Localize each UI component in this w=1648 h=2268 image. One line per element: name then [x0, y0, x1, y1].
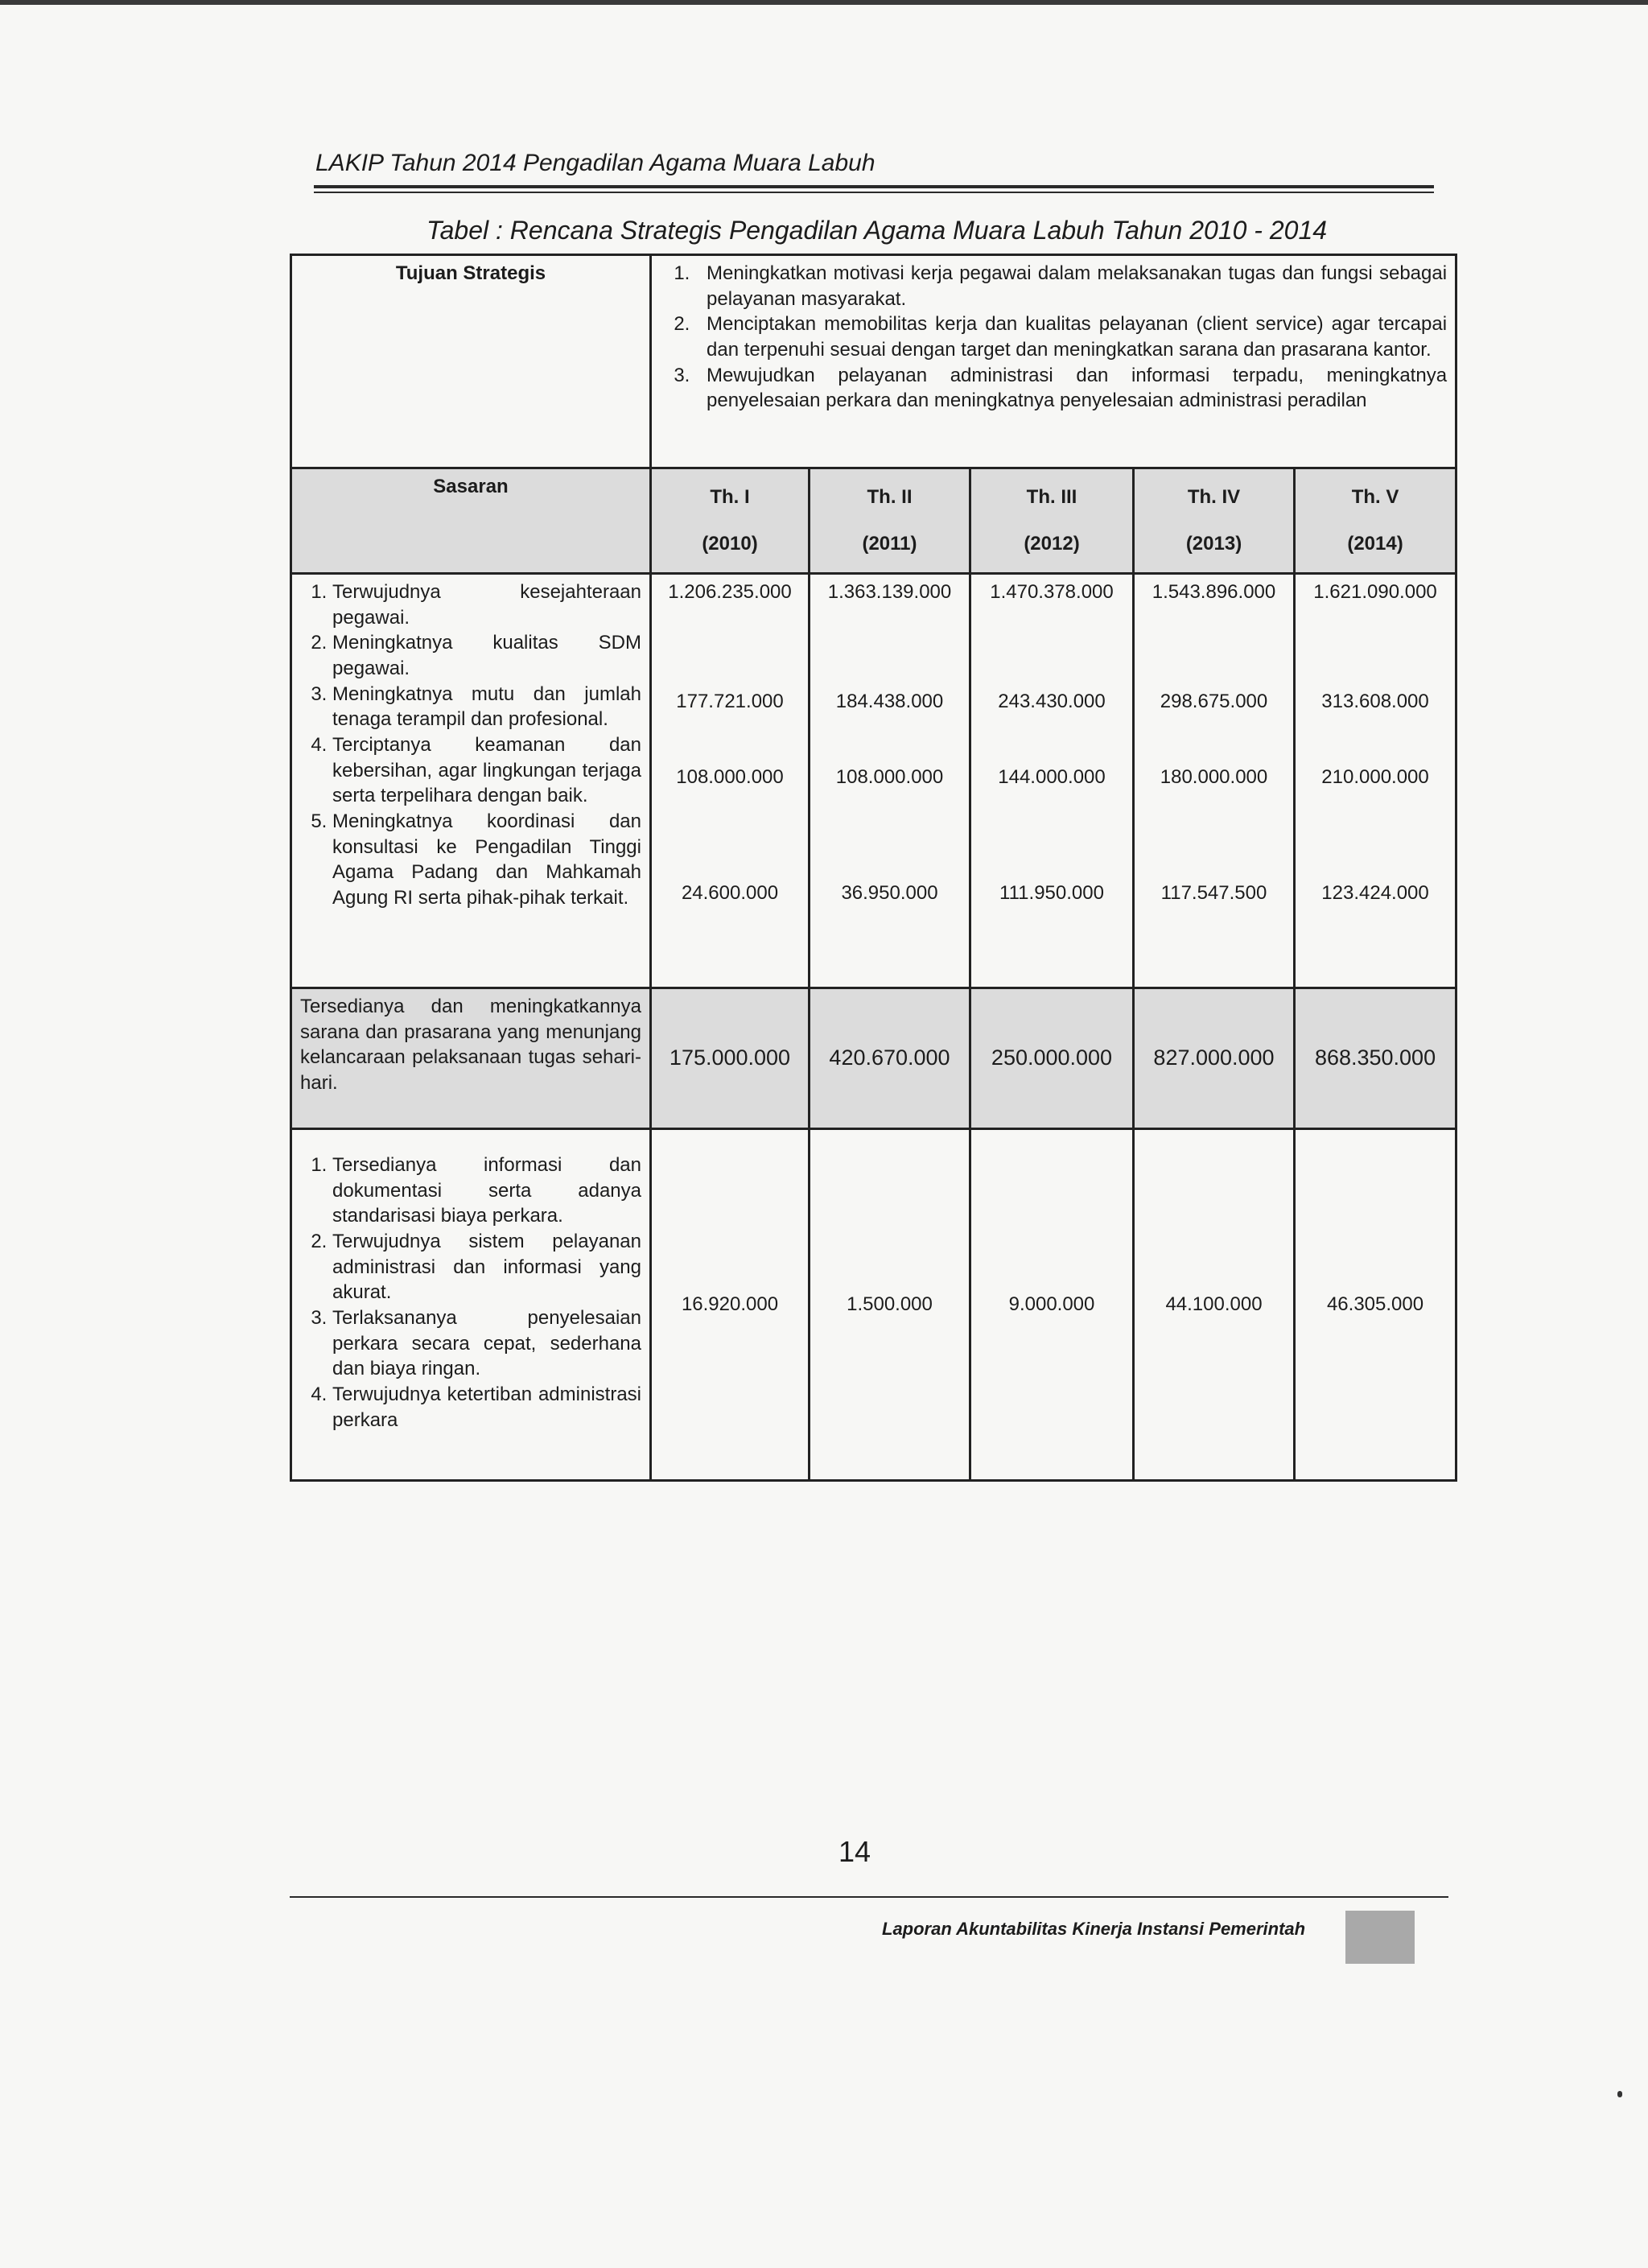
- renstra-table: [290, 254, 1457, 1482]
- cell-value: 108.000.000: [835, 766, 944, 788]
- group1-col-5: [1295, 574, 1456, 988]
- cell-value: 250.000.000: [970, 988, 1134, 1129]
- sasaran-item: 4. Terciptanya keamanan dan kebersihan, agar lingkungan terjaga serta terpelihara dengan baik.: [332, 732, 641, 809]
- tujuan-item: 3. Mewujudkan pelayanan administrasi dan informasi terpadu, meningkatnya penyelesaian perkara dan meningkatnya penyelesaian administrasi peradilan: [695, 363, 1447, 414]
- group1-col-4: [1134, 574, 1295, 988]
- cell-value: 243.430.000: [998, 691, 1106, 712]
- sasaran-item: 3. Terlaksananya penyelesaian perkara secara cepat, sederhana dan biaya ringan.: [332, 1305, 641, 1382]
- cell-value: 16.920.000: [651, 1129, 810, 1481]
- group1-list: [300, 579, 641, 911]
- cell-value: 144.000.000: [998, 766, 1106, 788]
- cell-value: 210.000.000: [1321, 766, 1429, 788]
- year-th: Th. II: [867, 486, 913, 508]
- cell-value: 117.547.500: [1160, 882, 1267, 904]
- year-th: Th. V: [1351, 486, 1399, 508]
- year-header-1: [651, 468, 810, 574]
- group1-row: [291, 574, 1456, 988]
- header-rule: [314, 185, 1434, 188]
- cell-value: 1.363.139.000: [827, 581, 952, 603]
- header-rule-thin: [314, 192, 1434, 193]
- tujuan-item: 1. Meningkatkan motivasi kerja pegawai dalam melaksanakan tugas dan fungsi sebagai pelayanan masyarakat.: [695, 261, 1447, 311]
- cell-value: 1.470.378.000: [990, 581, 1114, 603]
- cell-value: 44.100.000: [1134, 1129, 1295, 1481]
- year-value: (2014): [1347, 533, 1403, 555]
- year-value: (2012): [1024, 533, 1080, 555]
- cell-value: 298.675.000: [1160, 691, 1268, 712]
- tujuan-cell: [651, 255, 1456, 468]
- tujuan-label: Tujuan Strategis: [291, 255, 651, 468]
- year-header-3: [970, 468, 1134, 574]
- footer-tab-block: [1345, 1911, 1415, 1964]
- group3-row: [291, 1129, 1456, 1481]
- cell-value: 46.305.000: [1295, 1129, 1456, 1481]
- cell-value: 1.543.896.000: [1152, 581, 1276, 603]
- cell-value: 1.500.000: [810, 1129, 970, 1481]
- footer-rule: [290, 1896, 1448, 1898]
- cell-value: 180.000.000: [1160, 766, 1268, 788]
- cell-value: 1.206.235.000: [668, 581, 792, 603]
- page-number: 14: [838, 1835, 871, 1868]
- year-th: Th. I: [710, 486, 750, 508]
- sasaran-item: 2. Terwujudnya sistem pelayanan administrasi dan informasi yang akurat.: [332, 1229, 641, 1305]
- sasaran-item: 2. Meningkatnya kualitas SDM pegawai.: [332, 630, 641, 681]
- year-header-2: [810, 468, 970, 574]
- cell-value: 868.350.000: [1295, 988, 1456, 1129]
- year-value: (2013): [1185, 533, 1242, 555]
- cell-value: 184.438.000: [835, 691, 944, 712]
- sasaran-item: 4. Terwujudnya ketertiban administrasi perkara: [332, 1382, 641, 1433]
- footer-text: Laporan Akuntabilitas Kinerja Instansi Pemerintah: [882, 1919, 1306, 1939]
- group3-list: [300, 1153, 641, 1433]
- tujuan-item: 2. Menciptakan memobilitas kerja dan kualitas pelayanan (client service) agar tercapai dan terpenuhi sesuai dengan target dan meningkatkan sarana dan prasarana kantor.: [695, 311, 1447, 362]
- header-row: [291, 468, 1456, 574]
- cell-value: 123.424.000: [1321, 882, 1429, 904]
- sasaran-item: 3. Meningkatnya mutu dan jumlah tenaga terampil dan profesional.: [332, 682, 641, 732]
- cell-value: 175.000.000: [651, 988, 810, 1129]
- year-value: (2011): [862, 533, 917, 555]
- cell-value: 111.950.000: [999, 882, 1104, 904]
- sasaran-item: 1. Terwujudnya kesejahteraan pegawai.: [332, 579, 641, 630]
- group3-sasaran: [291, 1129, 651, 1481]
- year-value: (2010): [702, 533, 758, 555]
- cell-value: 313.608.000: [1321, 691, 1429, 712]
- cell-value: 36.950.000: [841, 882, 938, 904]
- table-caption: Tabel : Rencana Strategis Pengadilan Agama Muara Labuh Tahun 2010 - 2014: [426, 216, 1328, 245]
- group1-col-3: [970, 574, 1134, 988]
- cell-value: 1.621.090.000: [1313, 581, 1437, 603]
- cell-value: 420.670.000: [810, 988, 970, 1129]
- group2-sasaran: Tersedianya dan meningkatkannya sarana dan prasarana yang menunjang kelancaraan pelaksanaan tugas sehari-hari.: [291, 988, 651, 1129]
- cell-value: 9.000.000: [970, 1129, 1134, 1481]
- cell-value: 177.721.000: [676, 691, 784, 712]
- cell-value: 108.000.000: [676, 766, 784, 788]
- sasaran-item: 1. Tersedianya informasi dan dokumentasi serta adanya standarisasi biaya perkara.: [332, 1153, 641, 1229]
- year-th: Th. III: [1026, 486, 1077, 508]
- year-th: Th. IV: [1187, 486, 1241, 508]
- sasaran-item: 5. Meningkatnya koordinasi dan konsultasi ke Pengadilan Tinggi Agama Padang dan Mahkamah Agung RI serta pihak-pihak terkait.: [332, 809, 641, 911]
- year-header-4: [1134, 468, 1295, 574]
- group1-sasaran: [291, 574, 651, 988]
- scan-top-edge: [0, 0, 1648, 5]
- sasaran-label: Sasaran: [291, 468, 651, 574]
- group2-row: [291, 988, 1456, 1129]
- year-header-5: [1295, 468, 1456, 574]
- tujuan-row: [291, 255, 1456, 468]
- cell-value: 24.600.000: [681, 882, 779, 904]
- scan-speck: [1617, 2091, 1622, 2097]
- group1-col-2: [810, 574, 970, 988]
- tujuan-list: [660, 261, 1447, 414]
- running-header: LAKIP Tahun 2014 Pengadilan Agama Muara Labuh: [315, 150, 876, 176]
- cell-value: 827.000.000: [1134, 988, 1295, 1129]
- group1-col-1: [651, 574, 810, 988]
